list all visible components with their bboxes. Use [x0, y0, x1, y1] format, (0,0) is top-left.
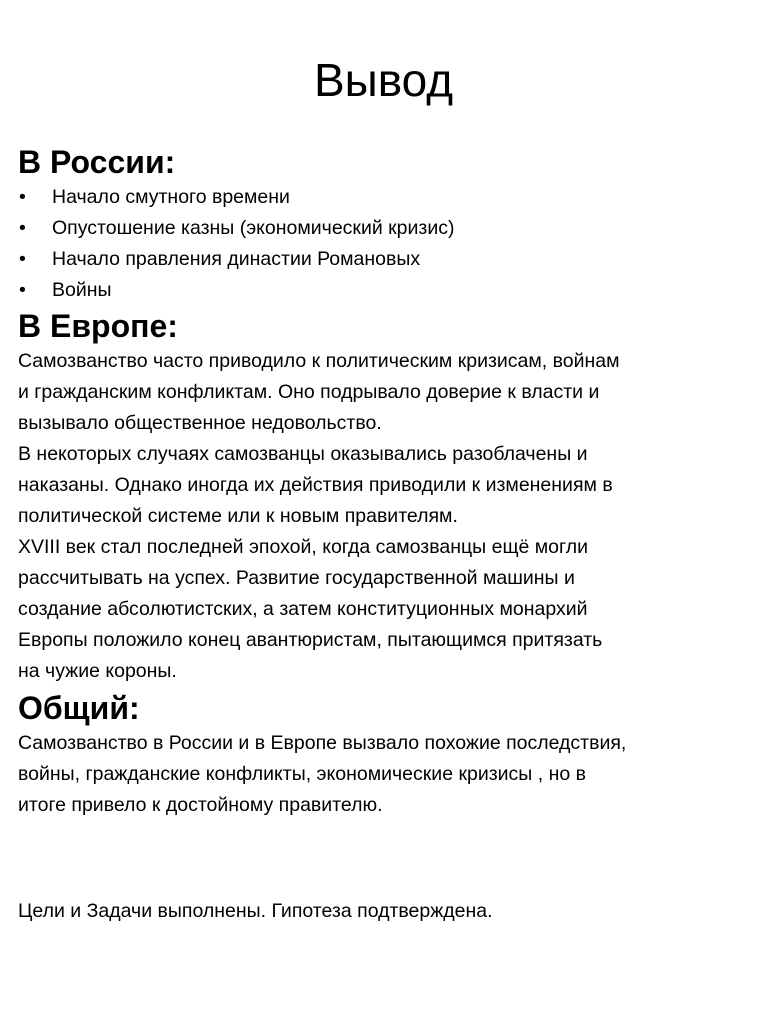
page-title: Вывод — [313, 54, 454, 106]
text-line: на чужие короны. — [18, 660, 177, 682]
list-item-text: Начало правления династии Романовых — [52, 248, 421, 270]
text-line: XVIII век стал последней эпохой, когда самозванцы ещё могли — [18, 536, 588, 558]
bullet-icon: • — [19, 186, 26, 208]
list-item — [18, 244, 758, 275]
bullet-icon: • — [19, 248, 26, 270]
bullet-icon: • — [19, 279, 26, 301]
section-heading-common: Общий: — [18, 690, 140, 726]
content-body — [18, 142, 758, 821]
text-line: войны, гражданские конфликты, экономические кризисы , но в — [18, 763, 586, 785]
closing-statement: Цели и Задачи выполнены. Гипотеза подтверждена. — [18, 900, 493, 922]
list-item-text: Войны — [52, 279, 112, 301]
text-line: В некоторых случаях самозванцы оказывались разоблачены и — [18, 443, 588, 465]
text-line: Европы положило конец авантюристам, пытающимся притязать — [18, 629, 603, 651]
text-line: Самозванство часто приводило к политическим кризисам, войнам — [18, 350, 620, 372]
common-paragraph — [18, 728, 758, 821]
list-item — [18, 213, 758, 244]
russia-bullet-list — [18, 182, 758, 306]
text-line: и гражданским конфликтам. Оно подрывало доверие к власти и — [18, 381, 600, 403]
europe-paragraph — [18, 346, 758, 687]
text-line: политической системе или к новым правителям. — [18, 505, 458, 527]
text-line: Самозванство в России и в Европе вызвало похожие последствия, — [18, 732, 627, 754]
list-item-text: Опустошение казны (экономический кризис) — [52, 217, 455, 239]
text-line: итоге привело к достойному правителю. — [18, 794, 383, 816]
bullet-icon: • — [19, 217, 26, 239]
text-line: рассчитывать на успех. Развитие государственной машины и — [18, 567, 575, 589]
list-item — [18, 182, 758, 213]
list-item-text: Начало смутного времени — [52, 186, 290, 208]
section-heading-russia: В России: — [18, 144, 176, 180]
text-line: вызывало общественное недовольство. — [18, 412, 382, 434]
text-line: создание абсолютистских, а затем конституционных монархий — [18, 598, 588, 620]
section-heading-europe: В Европе: — [18, 308, 178, 344]
list-item — [18, 275, 758, 306]
text-line: наказаны. Однако иногда их действия приводили к изменениям в — [18, 474, 613, 496]
